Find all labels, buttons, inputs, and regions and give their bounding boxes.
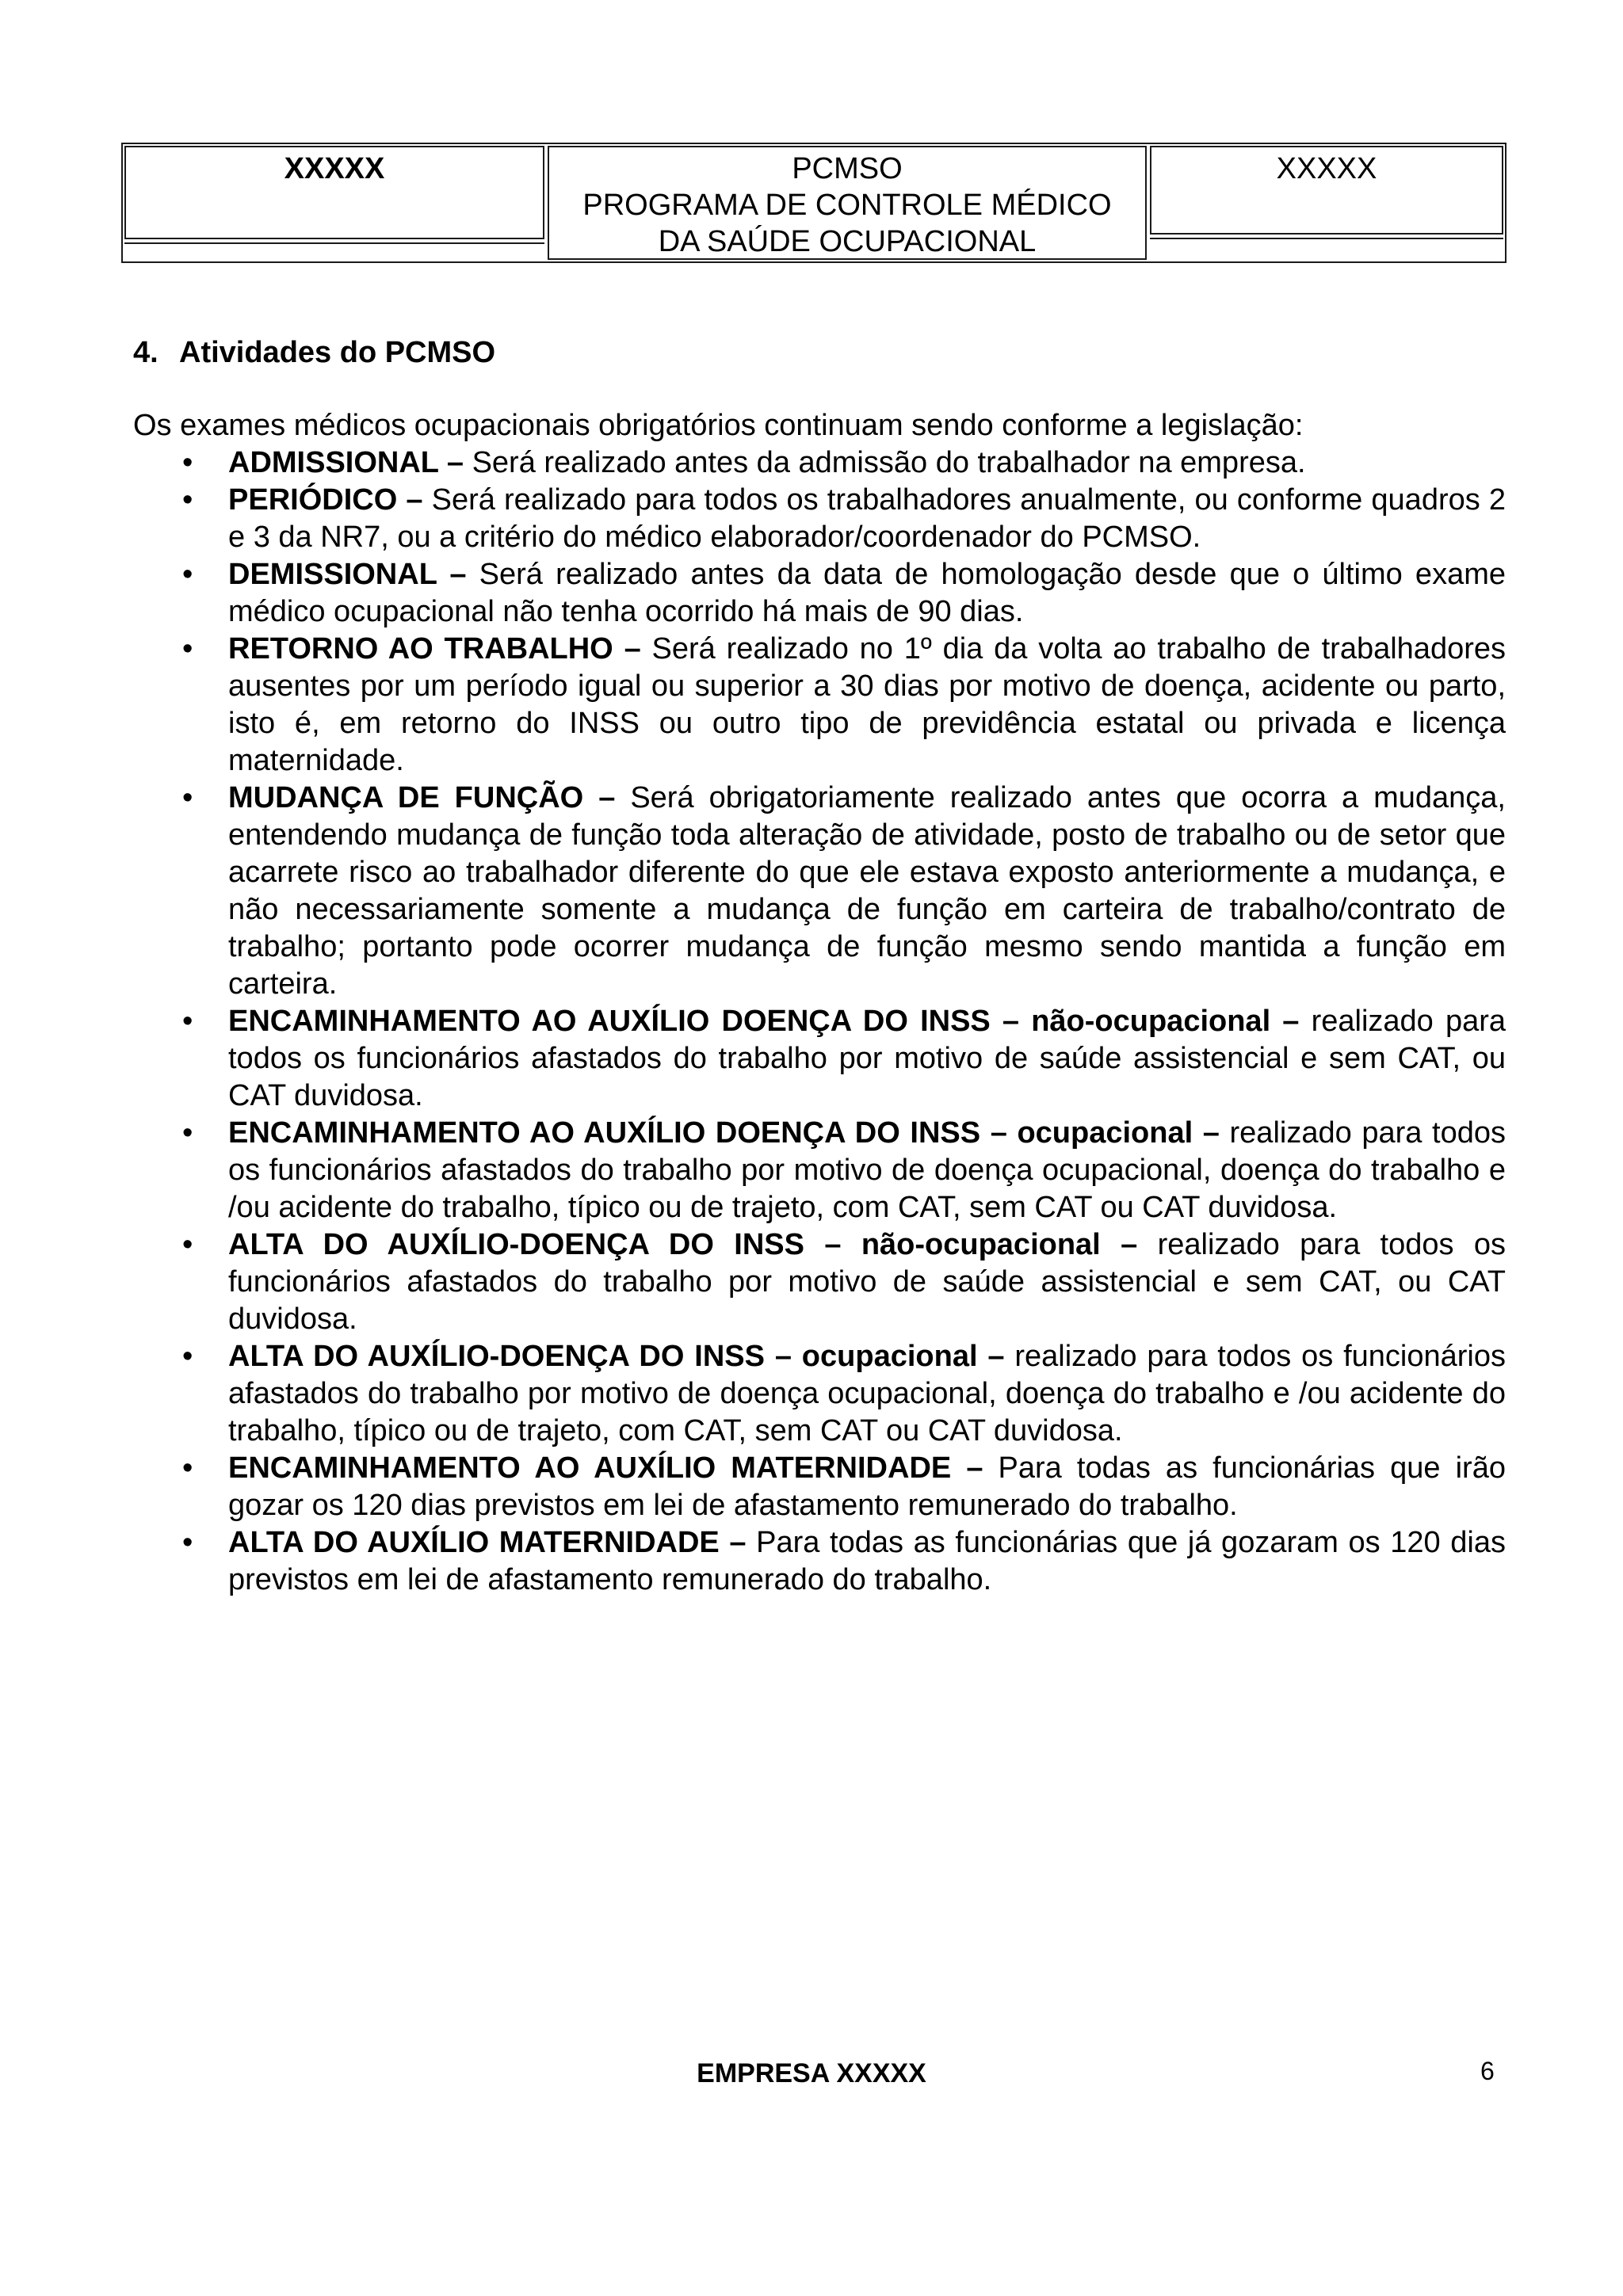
header-right-cell: XXXXX [1150,146,1503,235]
exam-list [133,444,1506,1599]
item-description: realizado para todos os funcionários afastados do trabalho por motivo de saúde assistencial e sem CAT, ou CAT duvidosa. [228,1005,1506,1112]
item-description: Será realizado no 1º dia da volta ao trabalho de trabalhadores ausentes por um período igual ou superior a 30 dias por motivo de doença, acidente ou parto, isto é, em retorno do INSS ou outro tipo de previdência estatal ou privada e licença maternidade. [228,632,1506,777]
item-label: ENCAMINHAMENTO AO AUXÍLIO DOENÇA DO INSS – não-ocupacional – [228,1005,1300,1038]
item-label: ENCAMINHAMENTO AO AUXÍLIO MATERNIDADE – [228,1451,983,1485]
item-label: ADMISSIONAL – [228,446,464,479]
item-label: ALTA DO AUXÍLIO-DOENÇA DO INSS – não-ocupacional – [228,1228,1138,1261]
header-left-cell: XXXXX [124,146,544,239]
header-left-divider [124,242,544,260]
list-item [133,631,1506,780]
item-description: realizado para todos os funcionários afastados do trabalho por motivo de doença ocupacional, doença do trabalho e /ou acidente do trabalho, típico ou de trajeto, com CAT, sem CAT ou CAT duvidosa. [228,1340,1507,1447]
item-label: ENCAMINHAMENTO AO AUXÍLIO DOENÇA DO INSS – ocupacional – [228,1116,1220,1150]
list-item [133,780,1506,1003]
bullet-icon: • [182,1228,193,1261]
item-description: Para todas as funcionárias que já gozaram os 120 dias previstos em lei de afastamento remunerado do trabalho. [228,1526,1506,1596]
bullet-icon: • [182,1451,193,1485]
item-description: Será realizado antes da admissão do trabalhador na empresa. [464,446,1306,479]
section-number: 4. [133,336,158,369]
header-right-divider [1150,238,1503,260]
item-description: Para todas as funcionárias que irão gozar os 120 dias previstos em lei de afastamento remunerado do trabalho. [228,1451,1506,1522]
bullet-icon: • [182,446,193,479]
list-item [133,482,1506,556]
bullet-icon: • [182,632,193,666]
header-table [121,143,1507,263]
item-label: DEMISSIONAL – [228,558,467,591]
item-label: ALTA DO AUXÍLIO-DOENÇA DO INSS – ocupacional – [228,1340,1005,1373]
item-description: realizado para todos os funcionários afastados do trabalho por motivo de doença ocupacional, doença do trabalho e /ou acidente do trabalho, típico ou de trajeto, com CAT, sem CAT ou CAT duvidosa. [228,1116,1506,1224]
list-item [133,1338,1506,1450]
list-item [133,556,1506,631]
list-item [133,1450,1506,1524]
item-description: Será realizado antes da data de homologação desde que o último exame médico ocupacional não tenha ocorrido há mais de 90 dias. [228,558,1506,628]
item-description: Será obrigatoriamente realizado antes que ocorra a mudança, entendendo mudança de função toda alteração de atividade, posto de trabalho ou de setor que acarrete risco ao trabalhador diferente do que ele estava exposto anteriormente a mudança, e não necessariamente somente a mudança de função em carteira de trabalho/contrato de trabalho; portanto pode ocorrer mudança de função mesmo sendo mantida a função em carteira. [228,781,1506,1001]
bullet-icon: • [182,1526,193,1559]
list-item [133,1226,1506,1338]
header-title-cell [548,146,1147,260]
page-number: 6 [1480,2057,1495,2085]
list-item [133,1003,1506,1115]
list-item [133,444,1506,482]
intro-paragraph: Os exames médicos ocupacionais obrigatórios continuam sendo conforme a legislação: [133,409,1304,442]
bullet-icon: • [182,1340,193,1373]
item-label: RETORNO AO TRABALHO – [228,632,641,666]
bullet-icon: • [182,1005,193,1038]
bullet-icon: • [182,781,193,814]
item-label: PERIÓDICO – [228,483,423,517]
bullet-icon: • [182,483,193,517]
item-description: Será realizado para todos os trabalhadores anualmente, ou conforme quadros 2 e 3 da NR7, ou a critério do médico elaborador/coordenador do PCMSO. [228,483,1506,554]
item-label: ALTA DO AUXÍLIO MATERNIDADE – [228,1526,747,1559]
bullet-icon: • [182,558,193,591]
header-title-line-1: PCMSO [792,152,903,185]
section-heading [133,336,495,370]
bullet-icon: • [182,1116,193,1150]
item-description: realizado para todos os funcionários afastados do trabalho por motivo de saúde assistencial e sem CAT, ou CAT duvidosa. [228,1228,1506,1336]
footer-company: EMPRESA XXXXX [697,2058,926,2088]
list-item [133,1115,1506,1226]
section-title: Atividades do PCMSO [179,336,496,369]
header-title-line-2: PROGRAMA DE CONTROLE MÉDICO [582,189,1112,222]
header-title-line-3: DA SAÚDE OCUPACIONAL [658,225,1037,258]
list-item [133,1524,1506,1599]
item-label: MUDANÇA DE FUNÇÃO – [228,781,616,814]
